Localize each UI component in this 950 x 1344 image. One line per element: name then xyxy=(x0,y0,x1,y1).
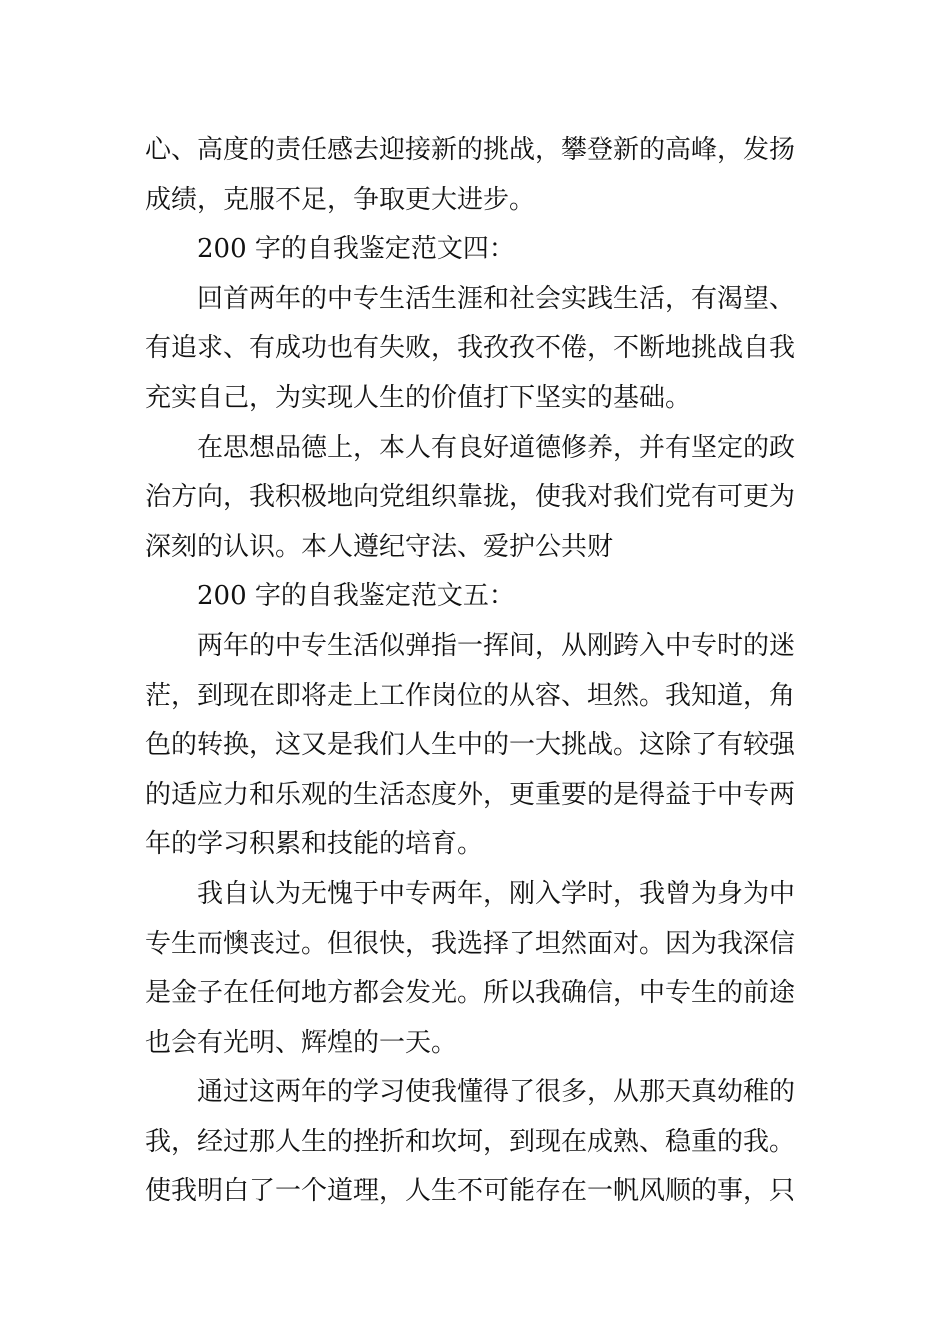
section-heading: 200 字的自我鉴定范文五： xyxy=(197,581,515,612)
text-line: 的适应力和乐观的生活态度外，更重要的是得益于中专两 xyxy=(145,779,796,810)
text-line: 充实自己，为实现人生的价值打下坚实的基础。 xyxy=(145,382,692,413)
text-line: 成绩，克服不足，争取更大进步。 xyxy=(145,184,536,215)
text-line: 在思想品德上，本人有良好道德修养，并有坚定的政 xyxy=(197,432,796,463)
text-line: 治方向，我积极地向党组织靠拢，使我对我们党有可更为 xyxy=(145,482,796,513)
text-line: 也会有光明、辉煌的一天。 xyxy=(145,1027,458,1058)
text-line: 专生而懊丧过。但很快，我选择了坦然面对。因为我深信 xyxy=(145,928,796,959)
text-line: 有追求、有成功也有失败，我孜孜不倦，不断地挑战自我 xyxy=(145,333,796,364)
text-line: 是金子在任何地方都会发光。所以我确信，中专生的前途 xyxy=(145,978,796,1009)
text-line: 色的转换，这又是我们人生中的一大挑战。这除了有较强 xyxy=(145,730,796,761)
document-body xyxy=(145,126,815,1217)
text-line: 茫，到现在即将走上工作岗位的从容、坦然。我知道，角 xyxy=(145,680,796,711)
text-line: 年的学习积累和技能的培育。 xyxy=(145,829,484,860)
section-heading: 200 字的自我鉴定范文四： xyxy=(197,234,515,265)
text-line: 我，经过那人生的挫折和坎坷，到现在成熟、稳重的我。 xyxy=(145,1126,796,1157)
text-line: 回首两年的中专生活生涯和社会实践生活，有渴望、 xyxy=(197,283,796,314)
text-line: 两年的中专生活似弹指一挥间，从刚跨入中专时的迷 xyxy=(197,630,796,661)
text-line: 深刻的认识。本人遵纪守法、爱护公共财 xyxy=(145,531,614,562)
text-line: 心、高度的责任感去迎接新的挑战，攀登新的高峰，发扬 xyxy=(145,135,796,165)
text-line: 我自认为无愧于中专两年，刚入学时，我曾为身为中 xyxy=(197,878,796,909)
text-line: 使我明白了一个道理，人生不可能存在一帆风顺的事，只 xyxy=(145,1176,796,1207)
text-line: 通过这两年的学习使我懂得了很多，从那天真幼稚的 xyxy=(197,1077,796,1108)
